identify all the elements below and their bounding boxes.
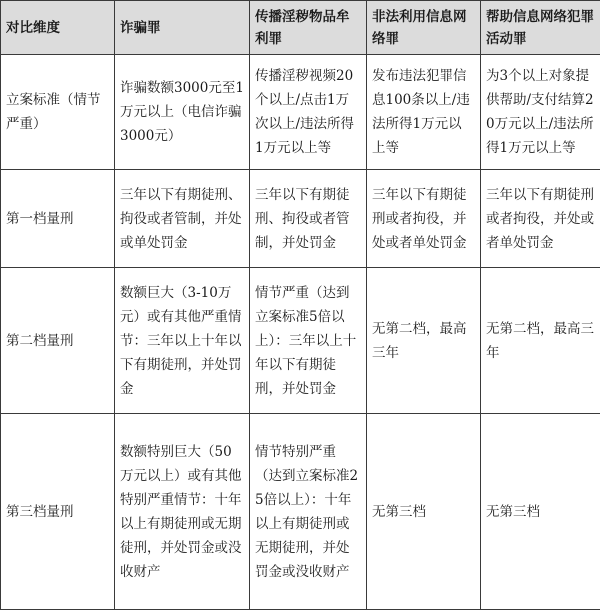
row-dimension: 立案标准（情节严重） <box>1 55 115 170</box>
table-cell: 无第二档，最高三年 <box>367 268 481 414</box>
row-dimension: 第三档量刑 <box>1 414 115 610</box>
table-cell: 数额巨大（3-10万元）或有其他严重情节：三年以上十年以下有期徒刑，并处罚金 <box>115 268 250 414</box>
table-cell: 无第三档 <box>481 414 600 610</box>
table-cell: 发布违法犯罪信息100条以上/违法所得1万元以上等 <box>367 55 481 170</box>
header-illegal-network-use: 非法利用信息网络罪 <box>367 1 481 55</box>
table-row <box>1 170 600 268</box>
table-row <box>1 414 600 610</box>
table-cell: 三年以下有期徒刑、拘役或者管制，并处或单处罚金 <box>115 170 250 268</box>
row-dimension: 第二档量刑 <box>1 268 115 414</box>
table-cell: 诈骗数额3000元至1万元以上（电信诈骗3000元） <box>115 55 250 170</box>
table-cell: 数额特别巨大（50万元以上）或有其他特别严重情节：十年以上有期徒刑或无期徒刑，并处罚金或没收财产 <box>115 414 250 610</box>
table-cell: 无第二档，最高三年 <box>481 268 600 414</box>
row-dimension: 第一档量刑 <box>1 170 115 268</box>
header-obscene-materials: 传播淫秽物品牟利罪 <box>250 1 367 55</box>
table-cell: 为3个以上对象提供帮助/支付结算20万元以上/违法所得1万元以上等 <box>481 55 600 170</box>
header-fraud: 诈骗罪 <box>115 1 250 55</box>
table-cell: 传播淫秽视频20个以上/点击1万次以上/违法所得1万元以上等 <box>250 55 367 170</box>
table-row <box>1 55 600 170</box>
table-cell: 三年以下有期徒刑、拘役或者管制，并处罚金 <box>250 170 367 268</box>
table-cell: 无第三档 <box>367 414 481 610</box>
table-cell: 情节严重（达到立案标准5倍以上）：三年以上十年以下有期徒刑，并处罚金 <box>250 268 367 414</box>
table-row <box>1 268 600 414</box>
table-cell: 三年以下有期徒刑或者拘役，并处或者单处罚金 <box>367 170 481 268</box>
header-aiding-network-crime: 帮助信息网络犯罪活动罪 <box>481 1 600 55</box>
table-cell: 三年以下有期徒刑或者拘役，并处或者单处罚金 <box>481 170 600 268</box>
header-dimension: 对比维度 <box>1 1 115 55</box>
table-cell: 情节特别严重（达到立案标准25倍以上）：十年以上有期徒刑或无期徒刑，并处罚金或没收财产 <box>250 414 367 610</box>
table-header-row <box>1 1 600 55</box>
